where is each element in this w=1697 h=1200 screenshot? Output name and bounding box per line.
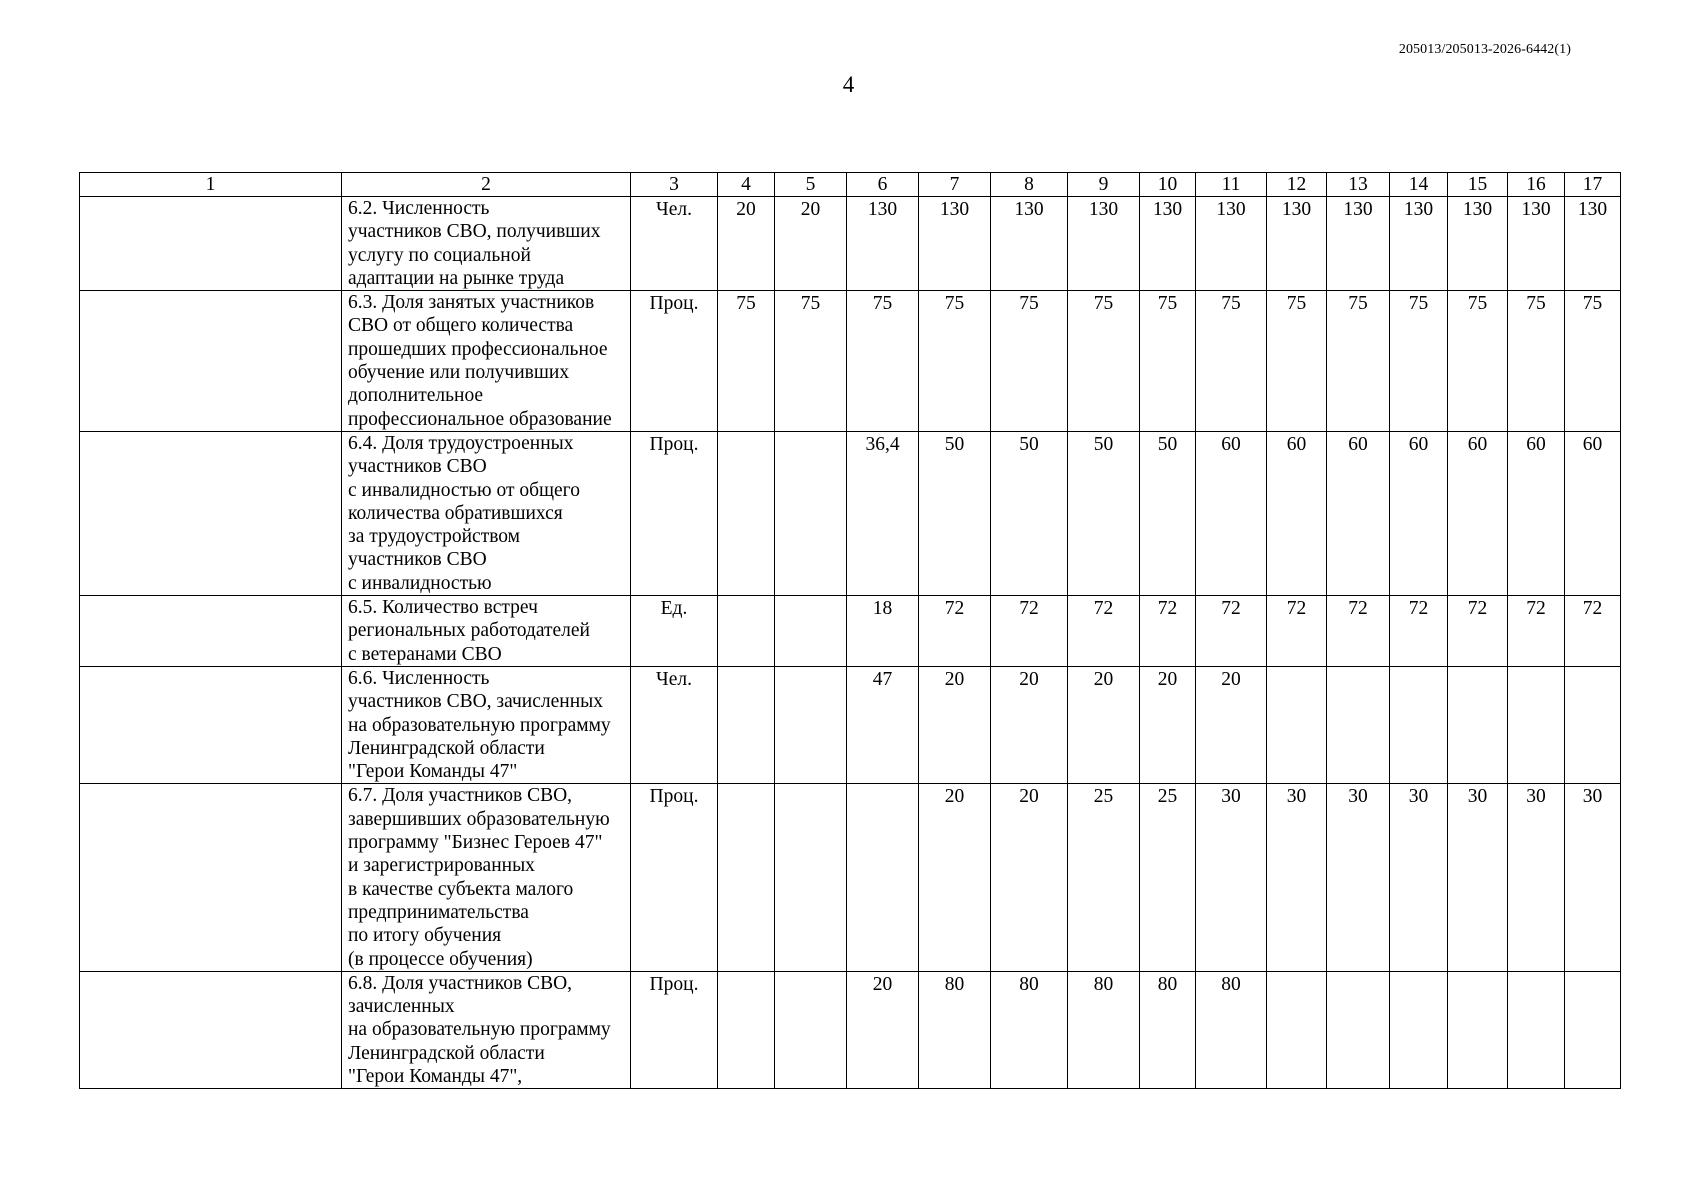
value-cell: 72 [1448,596,1508,667]
value-cell: 80 [919,971,991,1088]
value-cell: 50 [991,431,1068,595]
column-number: 15 [1448,173,1508,197]
value-cell: 75 [1068,291,1140,432]
value-cell: 75 [1196,291,1267,432]
indicator-name: 6.3. Доля занятых участников СВО от общего количества прошедших профессиональное обучение или получивших дополнительное профессиональное образование [342,291,631,432]
value-cell: 75 [1140,291,1196,432]
value-cell: 20 [991,784,1068,971]
value-cell: 60 [1508,431,1565,595]
value-cell: 130 [1390,197,1448,291]
value-cell: 50 [1068,431,1140,595]
column-number: 16 [1508,173,1565,197]
value-cell: 20 [775,197,847,291]
value-cell: 20 [1196,666,1267,783]
program-cell [80,596,342,667]
program-cell [80,666,342,783]
column-number: 2 [342,173,631,197]
value-cell: 80 [1140,971,1196,1088]
value-cell: 60 [1196,431,1267,595]
program-cell [80,431,342,595]
value-cell: 20 [919,784,991,971]
column-number: 9 [1068,173,1140,197]
value-cell [1327,971,1390,1088]
unit-cell: Чел. [631,197,718,291]
value-cell: 30 [1448,784,1508,971]
value-cell: 20 [1068,666,1140,783]
value-cell [718,971,775,1088]
value-cell: 72 [991,596,1068,667]
value-cell: 18 [847,596,919,667]
value-cell: 75 [1448,291,1508,432]
value-cell [775,971,847,1088]
value-cell: 20 [1140,666,1196,783]
indicator-name: 6.8. Доля участников СВО, зачисленных на образовательную программу Ленинградской области "Герои Команды 47", [342,971,631,1088]
value-cell [1448,971,1508,1088]
value-cell: 130 [919,197,991,291]
indicator-name: 6.7. Доля участников СВО, завершивших образовательную программу "Бизнес Героев 47" и зарегистрированных в качестве субъекта малого предпринимательства по итогу обучения (в процессе обучения) [342,784,631,971]
column-number: 1 [80,173,342,197]
value-cell: 72 [1508,596,1565,667]
table-row [80,291,1621,432]
value-cell: 130 [1196,197,1267,291]
value-cell: 130 [1068,197,1140,291]
value-cell: 30 [1565,784,1621,971]
value-cell: 75 [919,291,991,432]
table-row [80,596,1621,667]
program-cell [80,784,342,971]
value-cell: 60 [1327,431,1390,595]
unit-cell: Проц. [631,431,718,595]
value-cell [718,784,775,971]
column-number: 8 [991,173,1068,197]
value-cell: 72 [1565,596,1621,667]
value-cell: 75 [1565,291,1621,432]
column-number: 17 [1565,173,1621,197]
column-number: 4 [718,173,775,197]
table-row [80,666,1621,783]
value-cell: 75 [718,291,775,432]
value-cell: 75 [775,291,847,432]
column-number: 12 [1267,173,1327,197]
value-cell: 130 [847,197,919,291]
value-cell: 130 [1448,197,1508,291]
unit-cell: Проц. [631,784,718,971]
value-cell: 75 [1508,291,1565,432]
value-cell: 130 [1565,197,1621,291]
value-cell: 72 [1327,596,1390,667]
value-cell: 30 [1267,784,1327,971]
value-cell: 60 [1390,431,1448,595]
document-id: 205013/205013-2026-6442(1) [1398,42,1571,57]
value-cell: 75 [847,291,919,432]
value-cell [718,431,775,595]
value-cell [718,666,775,783]
column-number: 10 [1140,173,1196,197]
value-cell: 50 [919,431,991,595]
value-cell: 72 [1267,596,1327,667]
value-cell [718,596,775,667]
value-cell [775,596,847,667]
column-number: 3 [631,173,718,197]
value-cell: 72 [1068,596,1140,667]
value-cell: 20 [718,197,775,291]
value-cell: 25 [1140,784,1196,971]
value-cell: 75 [991,291,1068,432]
program-cell [80,291,342,432]
value-cell: 80 [1196,971,1267,1088]
value-cell [847,784,919,971]
value-cell: 75 [1267,291,1327,432]
value-cell: 72 [1196,596,1267,667]
value-cell: 25 [1068,784,1140,971]
value-cell: 72 [919,596,991,667]
page-number: 4 [842,72,855,97]
program-cell [80,197,342,291]
value-cell: 130 [1327,197,1390,291]
column-number: 7 [919,173,991,197]
value-cell [1508,971,1565,1088]
unit-cell: Проц. [631,971,718,1088]
value-cell [1267,666,1327,783]
value-cell [775,784,847,971]
value-cell [1565,666,1621,783]
value-cell [1390,666,1448,783]
value-cell: 20 [919,666,991,783]
column-number-row [80,173,1621,197]
indicators-table [79,172,1621,1089]
value-cell [775,431,847,595]
value-cell: 47 [847,666,919,783]
unit-cell: Проц. [631,291,718,432]
column-number: 11 [1196,173,1267,197]
value-cell: 130 [1508,197,1565,291]
value-cell: 60 [1565,431,1621,595]
table-row [80,197,1621,291]
value-cell [1448,666,1508,783]
value-cell: 75 [1327,291,1390,432]
value-cell: 60 [1448,431,1508,595]
column-number: 5 [775,173,847,197]
value-cell [1508,666,1565,783]
value-cell: 130 [1140,197,1196,291]
program-cell [80,971,342,1088]
column-number: 13 [1327,173,1390,197]
table-body [80,197,1621,1089]
value-cell: 72 [1140,596,1196,667]
column-number: 14 [1390,173,1448,197]
indicator-name: 6.6. Численность участников СВО, зачисленных на образовательную программу Ленинградской области "Герои Команды 47" [342,666,631,783]
value-cell: 80 [991,971,1068,1088]
value-cell: 72 [1390,596,1448,667]
indicator-name: 6.5. Количество встреч региональных работодателей с ветеранами СВО [342,596,631,667]
value-cell: 60 [1267,431,1327,595]
value-cell [1565,971,1621,1088]
value-cell: 20 [847,971,919,1088]
value-cell: 30 [1390,784,1448,971]
value-cell [1390,971,1448,1088]
table-row [80,971,1621,1088]
value-cell [1327,666,1390,783]
unit-cell: Ед. [631,596,718,667]
value-cell [1267,971,1327,1088]
table-row [80,431,1621,595]
value-cell: 130 [1267,197,1327,291]
value-cell: 36,4 [847,431,919,595]
value-cell: 20 [991,666,1068,783]
value-cell: 30 [1327,784,1390,971]
value-cell: 80 [1068,971,1140,1088]
unit-cell: Чел. [631,666,718,783]
value-cell: 50 [1140,431,1196,595]
value-cell: 75 [1390,291,1448,432]
value-cell: 30 [1196,784,1267,971]
column-number: 6 [847,173,919,197]
value-cell [775,666,847,783]
value-cell: 130 [991,197,1068,291]
table-row [80,784,1621,971]
indicator-name: 6.2. Численность участников СВО, получивших услугу по социальной адаптации на рынке труда [342,197,631,291]
value-cell: 30 [1508,784,1565,971]
indicator-name: 6.4. Доля трудоустроенных участников СВО с инвалидностью от общего количества обратившихся за трудоустройством участников СВО с инвалидностью [342,431,631,595]
